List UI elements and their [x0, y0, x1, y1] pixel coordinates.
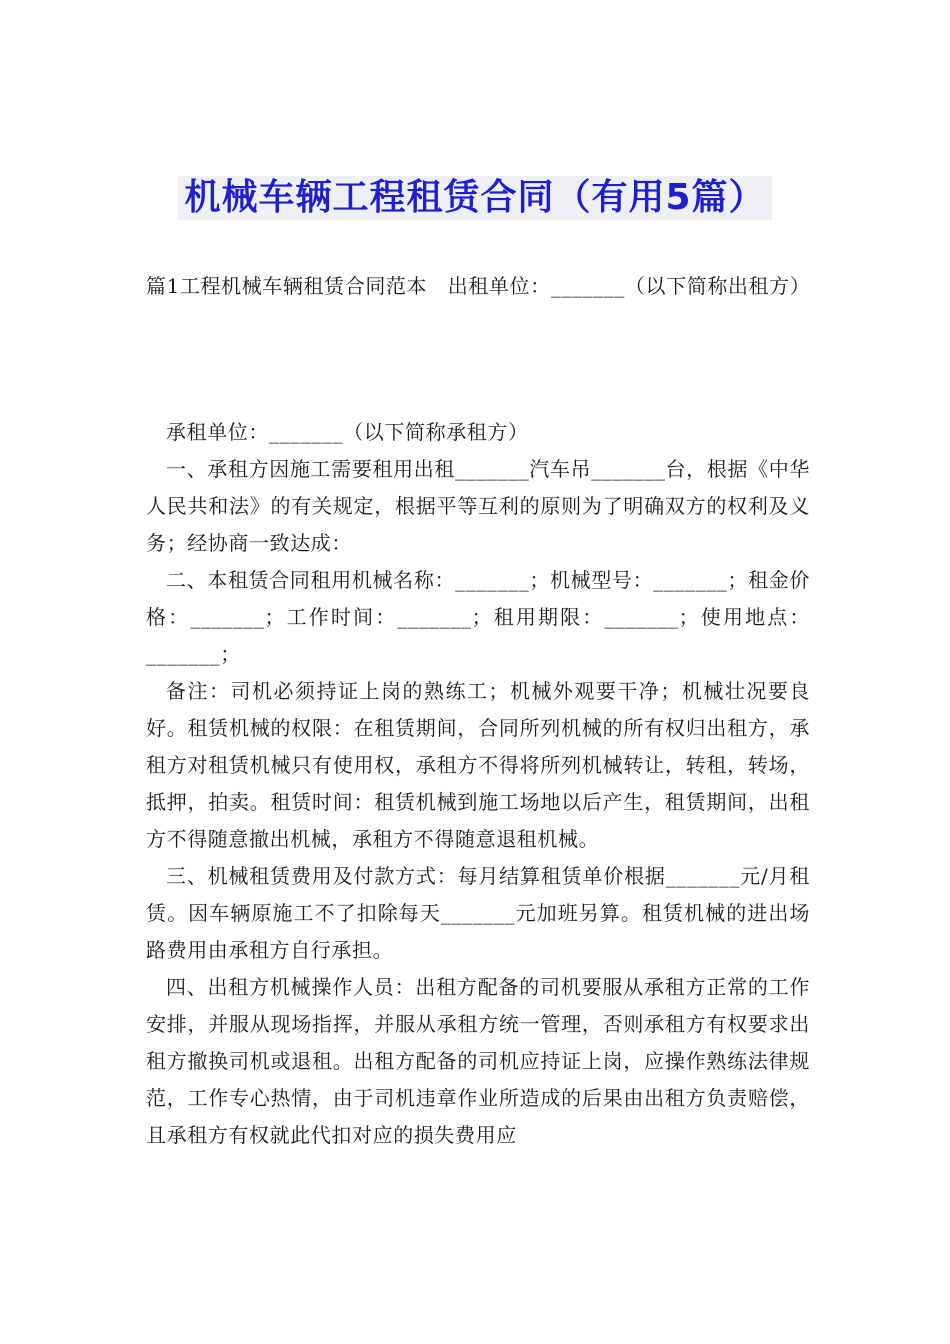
- contract-body: [146, 414, 810, 1154]
- paragraph-clause-1: 一、承租方因施工需要租用出租_______汽车吊_______台，根据《中华人民共和法》的有关规定，根据平等互利的原则为了明确双方的权利及义务；经协商一致达成：: [146, 457, 810, 555]
- paragraph-clause-2: 二、本租赁合同租用机械名称：_______；机械型号：_______；租金价格：_______；工作时间：_______；租用期限：_______；使用地点：_______；: [146, 568, 810, 666]
- intro-paragraph: 篇1工程机械车辆租赁合同范本 出租单位：_______（以下简称出租方）: [146, 274, 811, 298]
- paragraph-lessee: 承租单位：_______（以下简称承租方）: [166, 420, 529, 444]
- intro-block: [146, 268, 810, 305]
- paragraph-clause-3: 三、机械租赁费用及付款方式：每月结算租赁单价根据_______元/月租赁。因车辆原施工不了扣除每天_______元加班另算。租赁机械的进出场路费用由承租方自行承担。: [146, 864, 810, 962]
- paragraph-clause-4: 四、出租方机械操作人员：出租方配备的司机要服从承租方正常的工作安排，并服从现场指挥，并服从承租方统一管理，否则承租方有权要求出租方撤换司机或退租。出租方配备的司机应持证上岗，应操作熟练法律规范，工作专心热情，由于司机违章作业所造成的后果由出租方负责赔偿，且承租方有权就此代扣对应的损失费用应: [146, 975, 810, 1147]
- title-container: [0, 176, 950, 220]
- paragraph-remarks: 备注：司机必须持证上岗的熟练工；机械外观要干净；机械壮况要良好。租赁机械的权限：在租赁期间，合同所列机械的所有权归出租方，承租方对租赁机械只有使用权，承租方不得将所列机械转让，转租，转场，抵押，拍卖。租赁时间：租赁机械到施工场地以后产生，租赁期间，出租方不得随意撤出机械，承租方不得随意退租机械。: [146, 679, 810, 851]
- document-title: 机械车辆工程租赁合同（有用5篇）: [178, 176, 771, 220]
